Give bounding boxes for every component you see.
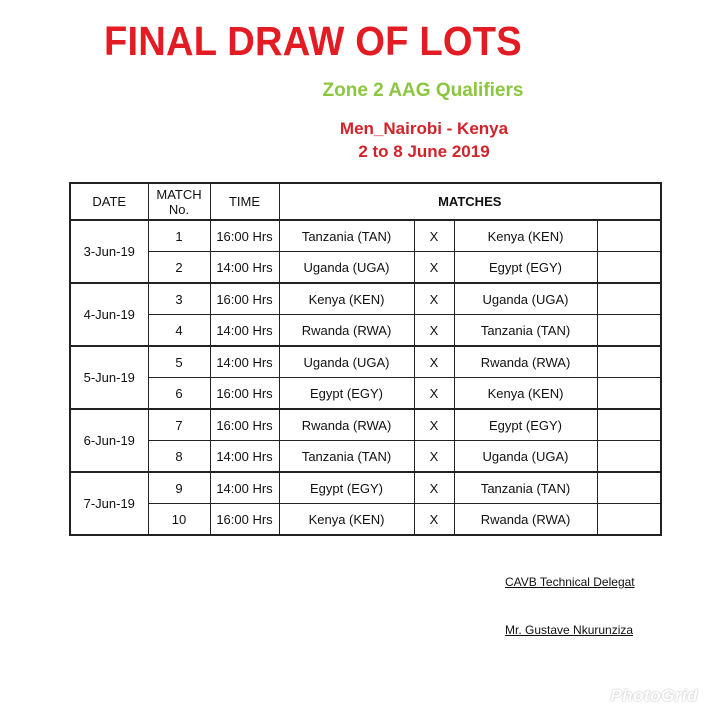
home-team: Kenya (KEN)	[279, 504, 414, 536]
versus-mark: X	[414, 252, 454, 284]
versus-mark: X	[414, 504, 454, 536]
home-team: Tanzania (TAN)	[279, 441, 414, 473]
versus-mark: X	[414, 441, 454, 473]
empty-cell	[597, 378, 661, 410]
match-time: 14:00 Hrs	[210, 346, 279, 378]
away-team: Egypt (EGY)	[454, 409, 597, 441]
empty-cell	[597, 409, 661, 441]
match-time: 14:00 Hrs	[210, 441, 279, 473]
match-number: 6	[148, 378, 210, 410]
home-team: Egypt (EGY)	[279, 472, 414, 504]
versus-mark: X	[414, 378, 454, 410]
venue-line: Men_Nairobi - Kenya	[339, 119, 509, 138]
versus-mark: X	[414, 472, 454, 504]
match-date: 4-Jun-19	[70, 283, 148, 346]
empty-cell	[597, 441, 661, 473]
versus-mark: X	[414, 220, 454, 252]
match-date: 6-Jun-19	[70, 409, 148, 472]
versus-mark: X	[414, 315, 454, 347]
home-team: Egypt (EGY)	[279, 378, 414, 410]
match-number: 3	[148, 283, 210, 315]
match-row	[70, 252, 661, 284]
away-team: Tanzania (TAN)	[454, 315, 597, 347]
empty-cell	[597, 472, 661, 504]
match-date: 7-Jun-19	[70, 472, 148, 535]
dates-line: 2 to 8 June 2019	[358, 142, 490, 161]
match-number: 5	[148, 346, 210, 378]
signature-role: CAVB Technical Delegat	[505, 575, 635, 589]
draw-table	[69, 182, 662, 536]
match-time: 14:00 Hrs	[210, 472, 279, 504]
empty-cell	[597, 315, 661, 347]
col-header-time: TIME	[210, 183, 279, 220]
match-time: 16:00 Hrs	[210, 409, 279, 441]
home-team: Rwanda (RWA)	[279, 315, 414, 347]
away-team: Rwanda (RWA)	[454, 504, 597, 536]
match-row	[70, 220, 661, 252]
versus-mark: X	[414, 346, 454, 378]
home-team: Tanzania (TAN)	[279, 220, 414, 252]
match-date: 3-Jun-19	[70, 220, 148, 283]
tournament-subtitle: Zone 2 AAG Qualifiers	[322, 80, 524, 101]
away-team: Kenya (KEN)	[454, 220, 597, 252]
versus-mark: X	[414, 409, 454, 441]
col-header-matches: MATCHES	[279, 183, 661, 220]
match-row	[70, 315, 661, 347]
match-row	[70, 441, 661, 473]
match-row	[70, 472, 661, 504]
empty-cell	[597, 220, 661, 252]
empty-cell	[597, 283, 661, 315]
col-header-match-no: MATCH No.	[148, 183, 210, 220]
match-number: 2	[148, 252, 210, 284]
home-team: Rwanda (RWA)	[279, 409, 414, 441]
match-number: 8	[148, 441, 210, 473]
match-row	[70, 346, 661, 378]
table-header-row	[70, 183, 661, 220]
match-row	[70, 504, 661, 536]
home-team: Kenya (KEN)	[279, 283, 414, 315]
match-row	[70, 378, 661, 410]
away-team: Uganda (UGA)	[454, 283, 597, 315]
match-number: 10	[148, 504, 210, 536]
match-row	[70, 409, 661, 441]
photogrid-watermark: PhotoGrid	[610, 686, 698, 705]
match-number: 7	[148, 409, 210, 441]
empty-cell	[597, 504, 661, 536]
empty-cell	[597, 346, 661, 378]
match-time: 16:00 Hrs	[210, 504, 279, 536]
match-number: 1	[148, 220, 210, 252]
home-team: Uganda (UGA)	[279, 346, 414, 378]
empty-cell	[597, 252, 661, 284]
away-team: Kenya (KEN)	[454, 378, 597, 410]
match-number: 4	[148, 315, 210, 347]
match-time: 16:00 Hrs	[210, 220, 279, 252]
col-header-date: DATE	[70, 183, 148, 220]
document-title: FINAL DRAW OF LOTS	[104, 18, 522, 64]
match-time: 16:00 Hrs	[210, 283, 279, 315]
signature-name: Mr. Gustave Nkurunziza	[505, 623, 634, 637]
match-number: 9	[148, 472, 210, 504]
match-date: 5-Jun-19	[70, 346, 148, 409]
away-team: Rwanda (RWA)	[454, 346, 597, 378]
match-time: 14:00 Hrs	[210, 315, 279, 347]
away-team: Uganda (UGA)	[454, 441, 597, 473]
away-team: Egypt (EGY)	[454, 252, 597, 284]
home-team: Uganda (UGA)	[279, 252, 414, 284]
match-time: 16:00 Hrs	[210, 378, 279, 410]
match-time: 14:00 Hrs	[210, 252, 279, 284]
away-team: Tanzania (TAN)	[454, 472, 597, 504]
match-row	[70, 283, 661, 315]
versus-mark: X	[414, 283, 454, 315]
